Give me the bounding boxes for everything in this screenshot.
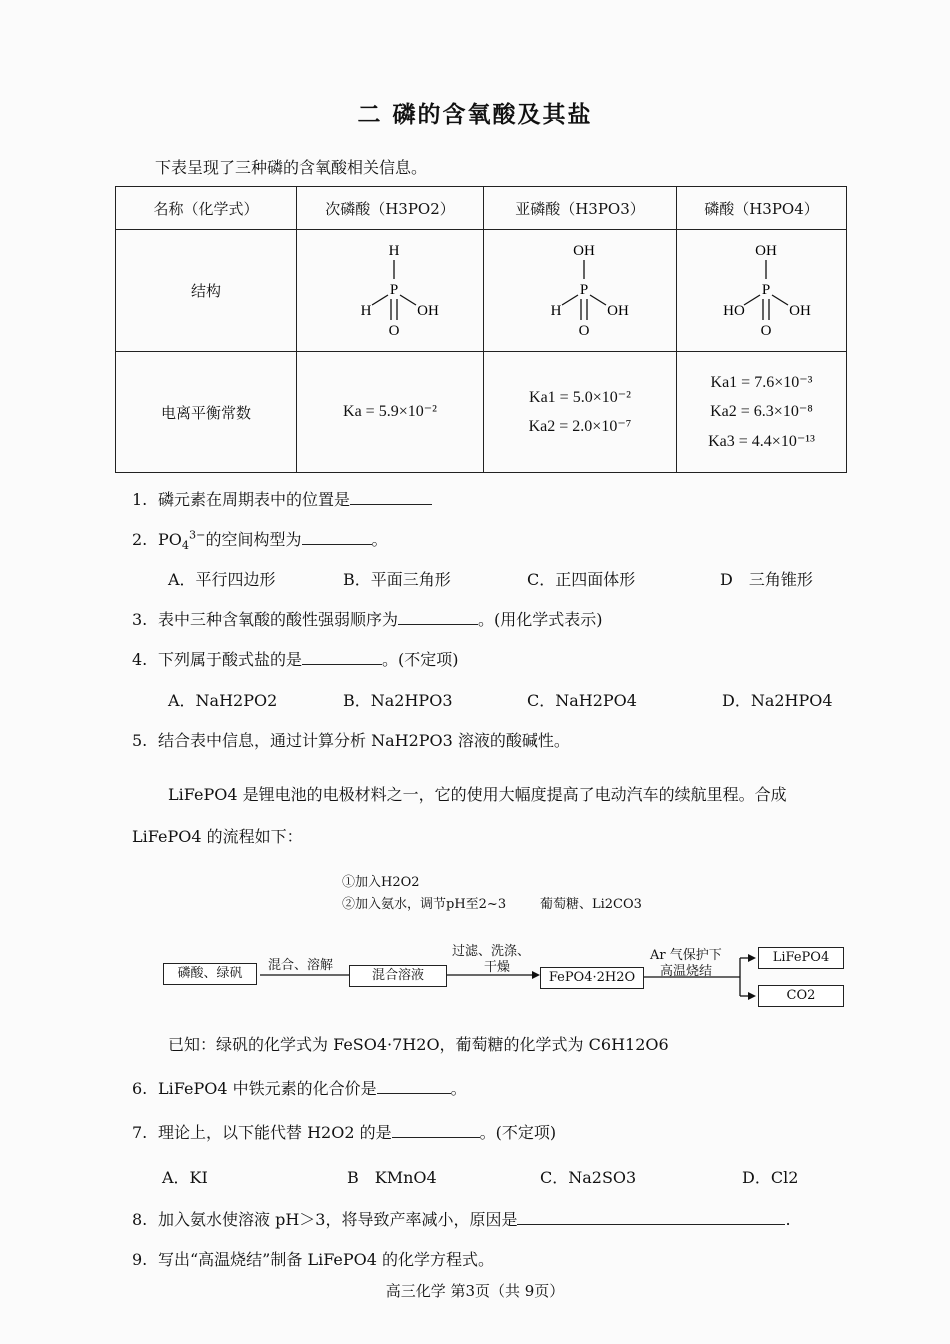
answer-blank[interactable] <box>517 1210 785 1225</box>
svg-text:OH: OH <box>754 242 777 259</box>
svg-text:O: O <box>578 322 590 339</box>
header-h3po4: 磷酸（H3PO4） <box>677 187 847 230</box>
ka1-value: Ka1 = 7.6×10⁻³ <box>710 374 813 392</box>
flow-step-3a: Ar 气保护下 <box>650 948 722 963</box>
flow-reagent-2: ②加入氨水，调节pH至2~3 <box>342 897 507 912</box>
ka1-value: Ka1 = 5.0×10⁻² <box>529 388 631 406</box>
table-intro: 下表呈现了三种磷的含氧酸相关信息。 <box>155 158 428 177</box>
ka-value: Ka = 5.9×10⁻² <box>343 403 437 421</box>
question-6: 6. LiFePO4 中铁元素的化合价是 。 <box>132 1079 467 1098</box>
ka2-value: Ka2 = 2.0×10⁻⁷ <box>528 418 632 435</box>
q7-option-b[interactable]: B KMnO4 <box>347 1168 437 1187</box>
row-constant-label: 电离平衡常数 <box>116 352 297 473</box>
answer-blank[interactable] <box>398 610 478 625</box>
flow-step-3b: 高温烧结 <box>660 964 713 979</box>
question-4: 4. 下列属于酸式盐的是 。(不定项) <box>132 650 459 669</box>
q4-option-c[interactable]: C．NaH2PO4 <box>527 691 637 710</box>
q4-option-d[interactable]: D．Na2HPO4 <box>722 691 833 710</box>
structure-h3po4-diagram <box>702 239 822 339</box>
svg-text:P: P <box>389 281 399 298</box>
question-7: 7. 理论上，以下能代替 H2O2 的是 。(不定项) <box>132 1123 557 1142</box>
svg-text:H: H <box>360 302 372 319</box>
flow-step-2a: 过滤、洗涤、 <box>452 944 531 959</box>
known-info: 已知：绿矾的化学式为 FeSO4·7H2O，葡萄糖的化学式为 C6H12O6 <box>168 1035 669 1054</box>
page-footer: 高三化学 第3页（共 9页） <box>385 1282 565 1300</box>
answer-blank[interactable] <box>392 1123 480 1138</box>
passage-line-2: LiFePO4 的流程如下： <box>132 827 303 846</box>
svg-text:HO: HO <box>722 302 745 319</box>
question-1: 1. 磷元素在周期表中的位置是 <box>132 487 432 510</box>
structure-h3po4 <box>677 230 847 352</box>
flow-box-start: 磷酸、绿矾 <box>163 963 257 985</box>
question-5: 5. 结合表中信息，通过计算分析 NaH2PO3 溶液的酸碱性。 <box>132 731 570 750</box>
ka3-value: Ka3 = 4.4×10⁻¹³ <box>708 432 815 450</box>
svg-text:OH: OH <box>788 302 811 319</box>
svg-text:P: P <box>579 281 589 298</box>
q7-option-c[interactable]: C．Na2SO3 <box>540 1168 637 1187</box>
flow-reagent-1: ①加入H2O2 <box>342 875 420 890</box>
header-h3po2: 次磷酸（H3PO2） <box>297 187 484 230</box>
structure-h3po2-diagram <box>330 239 450 339</box>
q4-option-a[interactable]: A．NaH2PO2 <box>168 691 278 710</box>
row-structure-label: 结构 <box>116 230 297 352</box>
question-3: 3. 表中三种含氧酸的酸性强弱顺序为 。(用化学式表示) <box>132 610 603 629</box>
svg-text:H: H <box>550 302 562 319</box>
q4-option-b[interactable]: B．Na2HPO3 <box>343 691 453 710</box>
passage-line-1: LiFePO4 是锂电池的电极材料之一，它的使用大幅度提高了电动汽车的续航里程。合成 <box>168 785 787 804</box>
header-name: 名称（化学式） <box>116 187 297 230</box>
flow-box-co2: CO2 <box>758 985 844 1007</box>
flow-step-1: 混合、溶解 <box>268 958 334 973</box>
structure-h3po2 <box>297 230 484 352</box>
answer-blank[interactable] <box>302 530 372 545</box>
svg-text:OH: OH <box>417 302 439 319</box>
answer-blank[interactable] <box>350 490 432 505</box>
structure-h3po3 <box>484 230 677 352</box>
q2-option-d[interactable]: D 三角锥形 <box>720 570 813 589</box>
header-h3po3: 亚磷酸（H3PO3） <box>484 187 677 230</box>
constants-h3po4 <box>677 352 847 473</box>
question-8: 8. 加入氨水使溶液 pH＞3，将导致产率减小，原因是 . <box>132 1210 791 1229</box>
svg-text:P: P <box>761 281 770 298</box>
q7-option-d[interactable]: D．Cl2 <box>742 1168 799 1187</box>
svg-text:O: O <box>760 322 771 339</box>
q2-option-b[interactable]: B．平面三角形 <box>343 570 451 589</box>
ka2-value: Ka2 = 6.3×10⁻⁸ <box>710 403 813 421</box>
q2-option-c[interactable]: C．正四面体形 <box>527 570 636 589</box>
flow-box-fepo4: FePO4·2H2O <box>540 967 644 989</box>
flow-reagent-3: 葡萄糖、Li2CO3 <box>540 897 642 912</box>
structure-h3po3-diagram <box>520 239 640 339</box>
constants-h3po2 <box>297 352 484 473</box>
answer-blank[interactable] <box>377 1079 451 1094</box>
svg-text:O: O <box>388 322 400 339</box>
question-9: 9. 写出“高温烧结”制备 LiFePO4 的化学方程式。 <box>132 1250 495 1269</box>
q2-option-a[interactable]: A．平行四边形 <box>168 570 276 589</box>
svg-text:H: H <box>388 242 400 259</box>
answer-blank[interactable] <box>302 650 382 665</box>
section-title: 二 磷的含氧酸及其盐 <box>357 101 593 128</box>
question-2: 2. $PO_4^{3-}$的空间构型为 。 <box>132 528 388 553</box>
svg-text:OH: OH <box>607 302 629 319</box>
flow-box-mixed-solution: 混合溶液 <box>349 965 447 987</box>
flow-box-lifepo4: LiFePO4 <box>758 947 844 969</box>
svg-text:OH: OH <box>573 242 595 259</box>
q7-option-a[interactable]: A．KI <box>162 1168 208 1187</box>
constants-h3po3 <box>484 352 677 473</box>
flow-step-2b: 干燥 <box>484 960 511 975</box>
acid-info-table <box>115 186 847 473</box>
